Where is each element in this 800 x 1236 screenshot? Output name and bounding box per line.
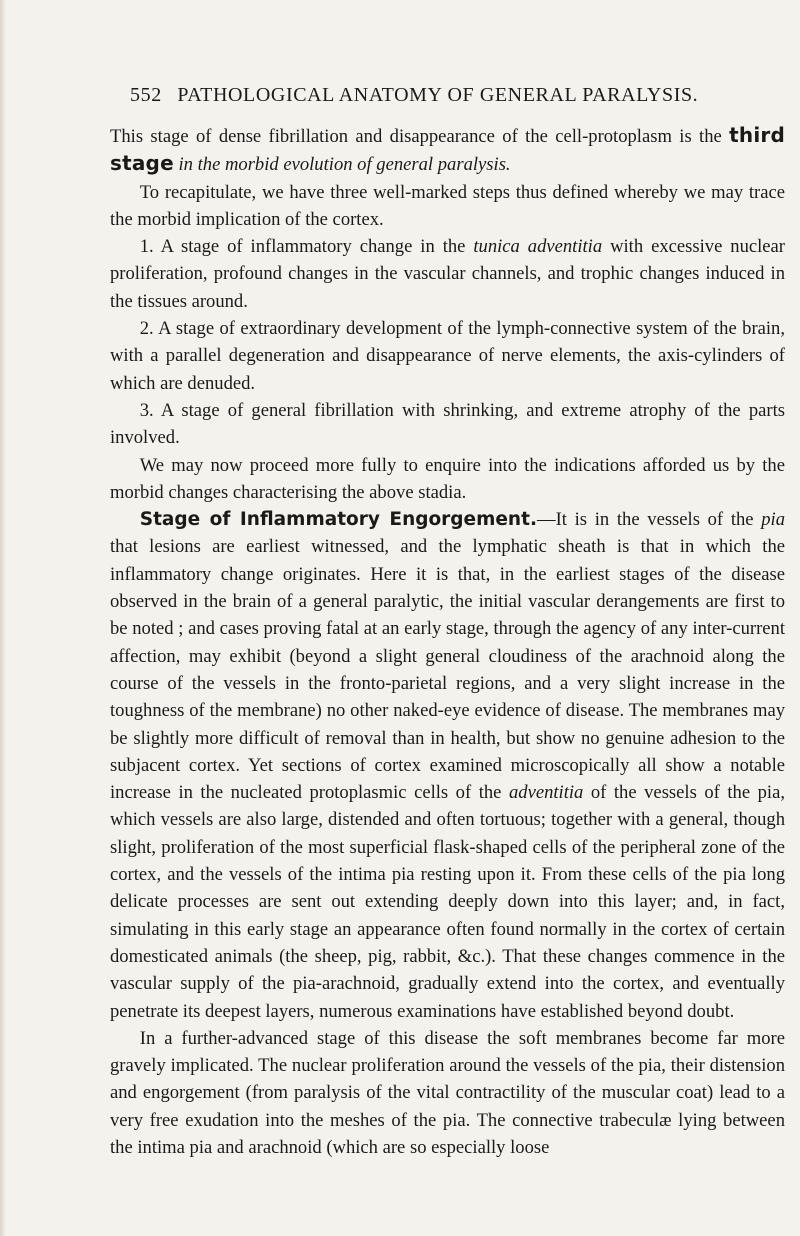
body-text <box>110 122 785 1161</box>
page-binding-edge <box>0 0 6 1236</box>
section-heading: Stage of Inflammatory Engorgement. <box>139 509 537 531</box>
third-stage-term: third stage <box>110 123 785 176</box>
list-item: 1. A stage of inflammatory change in the tunica adventitia with excessive nuclear proliferation, profound changes in the vascular channels, and trophic changes induced in the tissues around. <box>110 236 785 312</box>
paragraph-proceed: We may now proceed more fully to enquire into the indications afforded us by the morbid changes characterising the above stadia. <box>110 454 785 503</box>
page-number: 552 <box>130 84 162 106</box>
running-title: PATHOLOGICAL ANATOMY OF GENERAL PARALYSIS. <box>177 84 699 106</box>
tunica-adventitia-term: tunica adventitia <box>473 236 603 258</box>
paragraph-third-stage: This stage of dense fibrillation and disappearance of the cell-protoplasm is the third stage in the morbid evolution of general paralysis. <box>110 123 785 176</box>
list-item: 2. A stage of extraordinary development of the lymph-connective system of the brain, with a parallel degeneration and disappearance of nerve elements, the axis-cylinders of which are denuded. <box>110 318 785 394</box>
paragraph-recapitulate: To recapitulate, we have three well-marked steps thus defined whereby we may trace the morbid implication of the cortex. <box>110 181 785 230</box>
adventitia-term: adventitia <box>508 782 584 804</box>
morbid-evolution-phrase: in the morbid evolution of general paralysis. <box>178 154 511 176</box>
running-header <box>130 84 698 107</box>
paragraph-inflammatory-engorgement: Stage of Inflammatory Engorgement.—It is in the vessels of the pia that lesions are earliest witnessed, and the lymphatic sheath is that in which the inflammatory change originates. Here it is that, in the earliest stages of the disease observed in the brain of a general paralytic, the initial vascular derangements are first to be noted ; and cases proving fatal at an early stage, through the agency of any inter-current affection, may exhibit (beyond a slight general cloudiness of the arachnoid along the course of the vessels in the fronto-parietal regions, and a very slight increase in the toughness of the membrane) no other naked-eye evidence of disease. The membranes may be slightly more difficult of removal than in health, but show no genuine adhesion to the subjacent cortex. Yet sections of cortex examined microscopically all show a notable increase in the nucleated protoplasmic cells of the adventitia of the vessels of the pia, which vessels are also large, distended and often tortuous; together with a general, though slight, proliferation of the most superficial flask-shaped cells of the peripheral zone of the cortex, and the vessels of the intima pia resting upon it. From these cells of the pia long delicate processes are sent out extending deeply down into this layer; and, in fact, simulating in this early stage an appearance often found normally in the cortex of certain domesticated animals (the sheep, pig, rabbit, &c.). That these changes commence in the vascular supply of the pia-arachnoid, gradually extend into the cortex, and eventually penetrate its deepest layers, numerous examinations have established beyond doubt. <box>110 509 785 1022</box>
list-item: 3. A stage of general fibrillation with shrinking, and extreme atrophy of the parts involved. <box>110 399 785 449</box>
paragraph-further-advanced: In a further-advanced stage of this disease the soft membranes become far more gravely implicated. The nuclear proliferation around the vessels of the pia, their distension and engorgement (from paralysis of the vital contractility of the muscular coat) lead to a very free exudation into the meshes of the pia. The connective trabeculæ lying between the intima pia and arachnoid (which are so especially loose <box>110 1027 785 1158</box>
pia-term: pia <box>761 509 785 531</box>
